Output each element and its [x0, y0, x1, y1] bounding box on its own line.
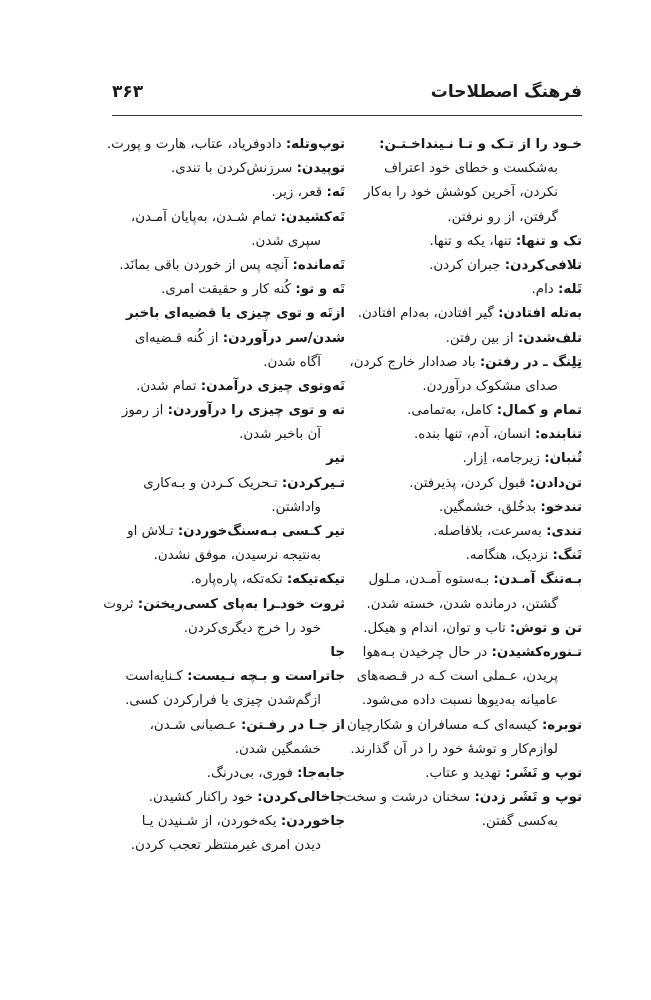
entry-term: از جـا در رفـتن: [240, 717, 345, 733]
entry-definition: یکه‌خوردن، از شـنیدن یـا [141, 814, 281, 830]
entry-continuation: به‌کسی گفتن. [481, 814, 558, 830]
dictionary-entry [112, 302, 345, 326]
entry-definition: تنها، یکه و تنها. [429, 233, 516, 249]
entry-continuation: ازگم‌شدن چیزی یا فرارکردن کسی. [125, 693, 321, 709]
dictionary-entry [349, 399, 582, 423]
entry-definition: قبول کردن، پذیرفتن. [409, 475, 530, 491]
section-heading: جا [330, 644, 345, 660]
entry-term: تیر کـسی بـه‌سنگ‌خوردن: [177, 524, 345, 539]
dictionary-entry [349, 254, 582, 278]
entry-term: ازتَه و توی چیزی یا قضیه‌ای باخبر [125, 306, 345, 322]
entry-definition: باد صدادار خارج کردن، [349, 354, 480, 370]
entry-definition: بدخُلق، خشمگین. [439, 499, 541, 515]
entry-continuation: واداشتن. [271, 499, 321, 515]
dictionary-entry [349, 472, 582, 496]
entry-term: جابه‌جا: [297, 765, 345, 781]
entry-term: تمام و کمال: [496, 403, 582, 419]
entry-definition: از رموز [121, 403, 168, 419]
entry-term: تَه: [326, 185, 345, 201]
entry-definition: نزدیک، هنگامه. [465, 548, 553, 564]
entry-definition: در حال چرخیدن بـه‌هوا [362, 644, 492, 660]
dictionary-entry [349, 496, 582, 520]
entry-definition: قعر، زیر. [271, 185, 327, 201]
entry-continuation: پریدن، عـملی است کـه در قـصه‌های [356, 669, 558, 685]
dictionary-entry [349, 714, 582, 738]
entry-definition: سرزنش‌کردن با تندی. [171, 161, 297, 177]
section-heading: تیر [326, 451, 345, 467]
dictionary-entry [112, 520, 345, 544]
entry-continuation: خشمگین شدن. [234, 741, 321, 757]
entry-continuation: گرفتن، از رو نرفتن. [447, 209, 558, 225]
dictionary-entry [112, 375, 345, 399]
dictionary-entry [349, 133, 582, 157]
entry-definition: فوری، بی‌درنگ. [206, 765, 298, 781]
dictionary-entry [349, 544, 582, 568]
entry-definition: از کُنه قـضیه‌ای [134, 330, 223, 346]
entry-continuation: دیدن امری غیرمنتظر تعجب کردن. [130, 838, 321, 854]
dictionary-entry [112, 399, 345, 423]
entry-definition: کـنایه‌است [125, 669, 188, 685]
dictionary-entry [112, 327, 345, 351]
entry-term: تیکه‌تیکه: [286, 572, 345, 588]
entry-term: تندی: [546, 524, 582, 539]
dictionary-entry [349, 327, 582, 351]
entry-continuation: آگاه شدن. [263, 354, 321, 370]
entry-continuation: گشتن، درمانده شدن، خسته شدن. [366, 596, 558, 612]
running-head-title: فرهنگ اصطلاحات [430, 82, 582, 102]
header-rule [112, 115, 582, 116]
entry-definition: دام. [531, 282, 559, 298]
entry-definition: ثروت [103, 596, 138, 612]
dictionary-entry [349, 351, 582, 375]
entry-definition: تمام شدن. [136, 378, 201, 394]
entry-term: تلف‌شدن: [517, 330, 582, 346]
entry-term: بـه‌تنگ آمـدن: [493, 572, 582, 588]
dictionary-entry [112, 254, 345, 278]
dictionary-entry [349, 302, 582, 326]
entry-continuation: صدای مشکوک درآوردن. [422, 378, 558, 394]
entry-term: تَه‌وتوی چیزی درآمدن: [200, 378, 345, 394]
entry-term: تن و توش: [510, 620, 582, 636]
entry-term: تنابنده: [534, 427, 582, 443]
entry-term: تَه‌مانده: [292, 257, 345, 273]
dictionary-entry [349, 447, 582, 471]
entry-definition: تکه‌تکه، پاره‌پاره. [190, 572, 287, 588]
entry-continuation: عامیانه به‌دیوها نسبت داده می‌شود. [361, 693, 558, 709]
entry-term: تَله: [558, 282, 582, 298]
entry-term: تَه و تو: [295, 282, 345, 298]
dictionary-entry [112, 714, 345, 738]
dictionary-entry [349, 762, 582, 786]
entry-term: تن‌دادن: [529, 475, 582, 491]
entry-term: تَنگ: [552, 548, 582, 564]
dictionary-entry [112, 181, 345, 205]
entry-term: خـود را از تـک و تـا نـینداخـتـن: [379, 137, 582, 152]
entry-definition: کامل، به‌تمامی. [407, 403, 497, 419]
dictionary-entry [103, 593, 345, 617]
entry-definition: سخنان درشت و سخت [343, 790, 475, 806]
entry-continuation: نکردن، آخرین کوشش خود را به‌کار [364, 185, 558, 201]
entry-term: توبره: [541, 717, 582, 733]
entry-definition: انسان، آدم، تنها بنده. [413, 427, 535, 443]
entry-definition: از بین رفتن. [445, 330, 518, 346]
dictionary-entry [112, 278, 345, 302]
entry-definition: دادوفریاد، عتاب، هارت و پورت. [106, 137, 286, 152]
entry-term: جاخوردن: [280, 814, 345, 830]
dictionary-entry [112, 810, 345, 834]
entry-definition: بـه‌ستوه آمـدن، مـلول [368, 572, 494, 588]
entry-term: ثروت خود‌ـرا به‌پای کسی‌ریختن: [137, 596, 345, 612]
entry-term: توپیدن: [296, 161, 345, 177]
entry-term: تـنوره‌کشیدن: [491, 644, 582, 660]
entry-definition: کُنه کار و حقیقت امری. [161, 282, 296, 298]
entry-continuation: به‌شکست و خطای خود اعتراف [384, 161, 558, 177]
entry-term: تندخو: [540, 499, 582, 515]
entry-definition: کیسه‌ای کـه مسافران و شکارچیان [347, 717, 542, 733]
entry-definition: آنچه پس از خوردن باقی بمانَد. [119, 257, 293, 273]
entry-term: به‌تله افتادن: [498, 306, 582, 322]
entry-continuation: خود را خرج دیگری‌کردن. [183, 620, 321, 636]
entry-term: تِلِنگ ـ در رفتن: [479, 354, 582, 370]
entry-term: شدن/سر درآوردن: [222, 330, 345, 346]
dictionary-entry [349, 423, 582, 447]
entry-definition: تهدید و عتاب. [425, 765, 506, 781]
entry-definition: تمام شـدن، به‌پایان آمـدن، [130, 209, 281, 225]
dictionary-entry [349, 230, 582, 254]
page-header [112, 82, 582, 104]
dictionary-entry [349, 617, 582, 641]
right-column [343, 133, 582, 834]
entry-term: توپ‌وتله: [285, 137, 345, 152]
entry-definition: به‌سرعت، بلافاصله. [433, 524, 547, 539]
entry-continuation: لوازم‌کار و توشهٔ خود را در آن گذارند. [350, 741, 558, 757]
dictionary-entry [112, 157, 345, 181]
dictionary-entry [112, 786, 345, 810]
entry-term: توپ و تَشَر زدن: [474, 790, 582, 806]
dictionary-entry [112, 472, 345, 496]
entry-term: تَه‌کشیدن: [280, 209, 345, 225]
entry-term: جاخالی‌کردن: [257, 790, 345, 806]
dictionary-entry [349, 568, 582, 592]
entry-term: تـیرکردن: [281, 475, 345, 491]
dictionary-entry [106, 133, 345, 157]
entry-term: تلافی‌کردن: [504, 257, 582, 273]
dictionary-entry [349, 641, 582, 665]
entry-term: توپ و تَشَر: [505, 765, 582, 781]
dictionary-entry [112, 762, 345, 786]
dictionary-entry [112, 568, 345, 592]
entry-continuation: به‌نتیجه نرسیدن، موفق نشدن. [153, 548, 321, 564]
entry-term: جاتراست و بـچه نـیست: [187, 669, 345, 685]
dictionary-entry [112, 206, 345, 230]
page-number: ۳۶۳ [112, 82, 144, 102]
entry-continuation: آن باخبر شدن. [239, 427, 321, 443]
entry-term: تُنبان: [544, 451, 582, 467]
dictionary-entry [343, 786, 582, 810]
entry-definition: تـلاش او [127, 524, 178, 539]
entry-definition: خود راکنار کشیدن. [148, 790, 258, 806]
dictionary-entry [112, 665, 345, 689]
entry-term: تک و تنها: [515, 233, 582, 249]
entry-definition: جبران کردن. [429, 257, 505, 273]
entry-definition: تاب و توان، اندام و هیکل. [363, 620, 511, 636]
dictionary-entry [349, 278, 582, 302]
entry-term: ته و توی چیزی را درآوردن: [167, 403, 345, 419]
left-column [103, 133, 345, 859]
entry-definition: عـصبانی شـدن، [149, 717, 241, 733]
entry-definition: تـحریک کـردن و بـه‌کاری [143, 475, 282, 491]
entry-definition: زیرجامه، اِزار. [462, 451, 545, 467]
entry-definition: گیر افتادن، به‌دام افتادن. [357, 306, 499, 322]
entry-continuation: سپری شدن. [251, 233, 321, 249]
dictionary-entry [349, 520, 582, 544]
